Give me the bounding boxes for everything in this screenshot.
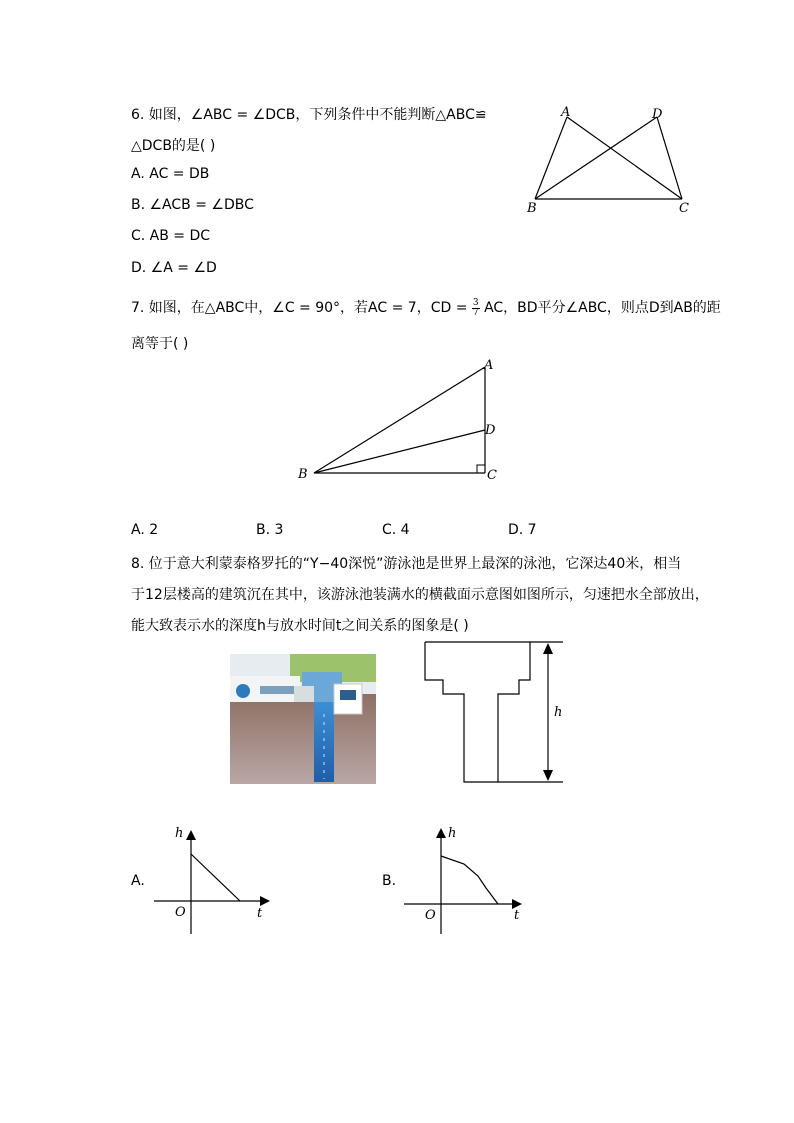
q8-stem-line1: 8. 位于意大利蒙泰格罗托的“Y−40深悦”游泳池是世界上最深的泳池，它深达40米，相当 xyxy=(131,556,682,572)
graph-b-y-label: h xyxy=(448,826,457,841)
q7-frac-den: 7 xyxy=(472,307,479,318)
cross-section-h-label: h xyxy=(554,705,563,720)
graph-b-origin: O xyxy=(425,908,436,923)
q7-stem-line1 xyxy=(131,297,721,318)
q8-stem-line2: 于12层楼高的建筑沉在其中，该游泳池装满水的横截面示意图如图所示，匀速把水全部放出， xyxy=(131,587,709,603)
q6-stem-line1: 6. 如图，∠ABC = ∠DCB，下列条件中不能判断△ABC≌ xyxy=(131,107,487,123)
graph-a-option: A. xyxy=(131,873,145,889)
graph-a-x-label: t xyxy=(257,906,263,921)
q7-stem-part2: AC，BD平分∠ABC，则点D到AB的距 xyxy=(484,300,721,316)
q6-option-d: D. ∠A = ∠D xyxy=(131,260,217,276)
q6-option-c: C. AB = DC xyxy=(131,228,211,244)
q7-option-a: A. 2 xyxy=(131,522,159,538)
q7-label-c: C xyxy=(487,468,497,483)
graph-b-x-label: t xyxy=(514,908,520,923)
graph-b xyxy=(400,822,530,937)
q6-label-d: D xyxy=(652,107,663,122)
q7-label-b: B xyxy=(298,467,308,482)
q7-frac-num: 3 xyxy=(472,297,479,308)
q7-triangle-figure xyxy=(290,355,510,490)
q6-stem-line2: △DCB的是( ) xyxy=(131,138,216,154)
q6-option-a: A. AC = DB xyxy=(131,166,210,182)
pool-cross-section xyxy=(410,636,580,791)
q6-triangle-figure xyxy=(520,100,700,220)
q7-stem-part1: 7. 如图，在△ABC中，∠C = 90°，若AC = 7，CD = xyxy=(131,300,468,316)
graph-b-option: B. xyxy=(382,873,397,889)
pool-photo xyxy=(230,654,376,784)
q6-label-c: C xyxy=(679,201,689,216)
q7-option-b: B. 3 xyxy=(256,522,284,538)
q6-label-a: A xyxy=(561,105,571,120)
q7-stem-line2: 离等于( ) xyxy=(131,336,189,352)
q6-option-b: B. ∠ACB = ∠DBC xyxy=(131,197,254,213)
q7-option-c: C. 4 xyxy=(382,522,410,538)
graph-a-origin: O xyxy=(175,905,186,920)
q6-label-b: B xyxy=(527,201,537,216)
graph-a xyxy=(150,822,280,937)
q7-fraction xyxy=(472,299,480,318)
q7-label-a: A xyxy=(484,358,494,373)
graph-a-y-label: h xyxy=(175,826,184,841)
q7-option-d: D. 7 xyxy=(508,522,537,538)
q8-stem-line3: 能大致表示水的深度h与放水时间t之间关系的图象是( ) xyxy=(131,618,469,634)
q7-label-d: D xyxy=(485,423,496,438)
